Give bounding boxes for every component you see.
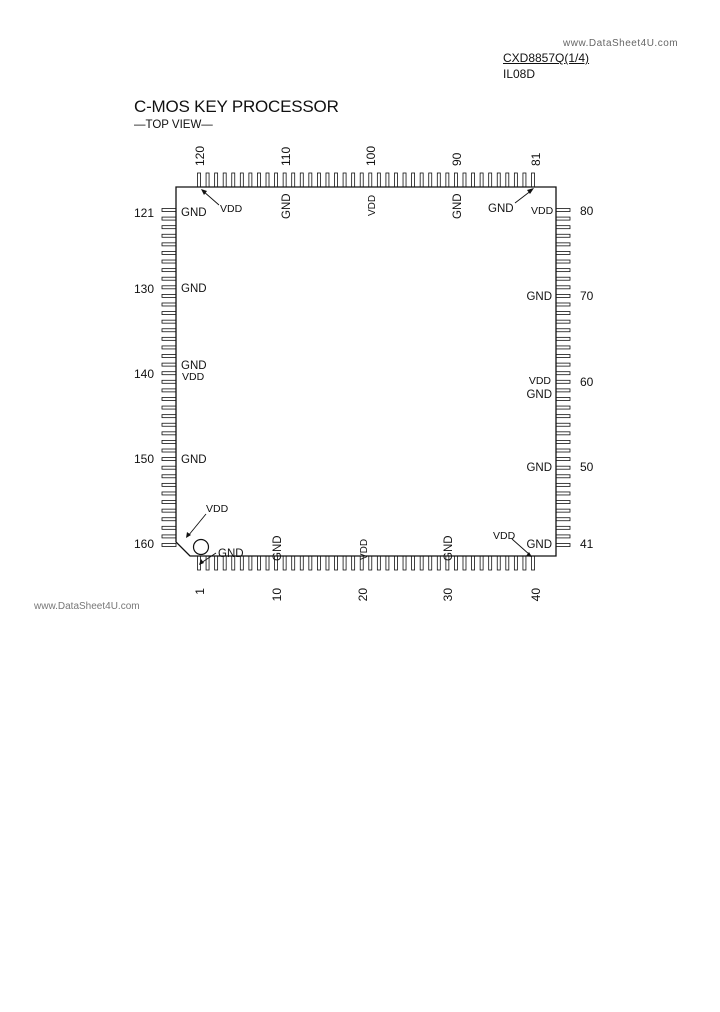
pin-lead-138 [162, 355, 176, 358]
pin-lead-51 [556, 458, 570, 461]
pin-lead-25 [403, 556, 406, 570]
pin-number-20: 20 [356, 588, 370, 602]
pin-lead-122 [162, 217, 176, 220]
pin-number-100: 100 [364, 145, 378, 166]
pin-lead-130 [162, 286, 176, 289]
pin-lead-44 [556, 518, 570, 521]
pin-number-150: 150 [133, 452, 154, 466]
pin-lead-158 [162, 526, 176, 529]
pin-number-120: 120 [193, 145, 207, 166]
pin-lead-60 [556, 380, 570, 383]
pin-number-70: 70 [580, 289, 594, 303]
pin-lead-97 [394, 173, 397, 187]
pin-lead-13 [300, 556, 303, 570]
pin-lead-149 [162, 449, 176, 452]
pin-lead-58 [556, 397, 570, 400]
pin-lead-43 [556, 526, 570, 529]
pin-lead-93 [429, 173, 432, 187]
pin-lead-120 [198, 173, 201, 187]
pin-lead-141 [162, 380, 176, 383]
pin-lead-150 [162, 458, 176, 461]
page-title: C-MOS KEY PROCESSOR [134, 97, 339, 116]
pin-lead-96 [403, 173, 406, 187]
pin-lead-110 [283, 173, 286, 187]
label-left-gnd-130: GND [181, 283, 207, 295]
label-right-vdd-corner: VDD [493, 530, 516, 542]
pin-lead-41 [556, 544, 570, 547]
pin-lead-111 [275, 173, 278, 187]
pin-lead-114 [249, 173, 252, 187]
pin-lead-57 [556, 406, 570, 409]
pin-lead-85 [497, 173, 500, 187]
pin-lead-87 [480, 173, 483, 187]
pin-lead-135 [162, 329, 176, 332]
pin-number-121: 121 [133, 206, 154, 220]
pin-lead-76 [556, 243, 570, 246]
pin-lead-112 [266, 173, 269, 187]
pin-lead-71 [556, 286, 570, 289]
pin-lead-7 [249, 556, 252, 570]
pin-lead-148 [162, 440, 176, 443]
pin-number-160: 160 [133, 537, 154, 551]
pin-lead-74 [556, 260, 570, 263]
package-code: IL08D [503, 67, 536, 81]
label-right-gnd-50: GND [526, 462, 552, 474]
pin-lead-63 [556, 355, 570, 358]
pin-lead-37 [506, 556, 509, 570]
pin-lead-40 [532, 556, 535, 570]
pin-lead-12 [292, 556, 295, 570]
pin-lead-47 [556, 492, 570, 495]
pin-lead-50 [556, 466, 570, 469]
pin-lead-69 [556, 303, 570, 306]
pin-lead-113 [257, 173, 260, 187]
view-subtitle: —TOP VIEW— [134, 119, 213, 131]
label-left-gnd-150: GND [181, 454, 207, 466]
pin-lead-137 [162, 346, 176, 349]
pin-number-80: 80 [580, 204, 594, 218]
pin-lead-151 [162, 466, 176, 469]
pin-lead-15 [317, 556, 320, 570]
pin-lead-128 [162, 269, 176, 272]
pin-lead-103 [343, 173, 346, 187]
label-left-vdd-corner: VDD [206, 503, 229, 515]
label-bottom-gnd-1: GND [218, 548, 244, 560]
pin-lead-22 [377, 556, 380, 570]
pin-lead-88 [472, 173, 475, 187]
pin-lead-121 [162, 209, 176, 212]
pin-lead-49 [556, 475, 570, 478]
pin-lead-35 [489, 556, 492, 570]
pin-lead-29 [437, 556, 440, 570]
pin-lead-81 [532, 173, 535, 187]
pin-lead-53 [556, 440, 570, 443]
pin-lead-54 [556, 432, 570, 435]
pin-lead-129 [162, 277, 176, 280]
label-right-gnd-59: GND [526, 389, 552, 401]
pin-number-130: 130 [133, 282, 154, 296]
pin-lead-153 [162, 483, 176, 486]
pin-lead-104 [335, 173, 338, 187]
pin-lead-92 [437, 173, 440, 187]
pin-lead-115 [240, 173, 243, 187]
pin-lead-26 [412, 556, 415, 570]
pin-lead-65 [556, 337, 570, 340]
pin-lead-124 [162, 234, 176, 237]
pin-lead-144 [162, 406, 176, 409]
pin-lead-152 [162, 475, 176, 478]
label-bottom-gnd-30: GND [443, 535, 455, 561]
pin-lead-140 [162, 372, 176, 375]
pin-lead-125 [162, 243, 176, 246]
pin-lead-116 [232, 173, 235, 187]
label-left-gnd-139: GND [181, 360, 207, 372]
watermark-top: www.DataSheet4U.com [563, 38, 679, 49]
part-number: CXD8857Q(1/4) [503, 51, 590, 65]
pin-lead-95 [412, 173, 415, 187]
label-left-vdd-140: VDD [182, 371, 205, 383]
label-right-gnd-70: GND [526, 291, 552, 303]
pin-lead-139 [162, 363, 176, 366]
pin-lead-72 [556, 277, 570, 280]
label-left-gnd-121: GND [181, 207, 207, 219]
pin-lead-89 [463, 173, 466, 187]
pin-number-10: 10 [270, 588, 284, 602]
label-top-gnd-1: GND [281, 193, 293, 219]
pin-lead-27 [420, 556, 423, 570]
pin-lead-61 [556, 372, 570, 375]
pin-lead-82 [523, 173, 526, 187]
pin-lead-145 [162, 415, 176, 418]
pin-lead-75 [556, 251, 570, 254]
pin-lead-117 [223, 173, 226, 187]
pin-lead-59 [556, 389, 570, 392]
pin-lead-23 [386, 556, 389, 570]
pin-lead-147 [162, 432, 176, 435]
pin-lead-34 [480, 556, 483, 570]
pin-lead-109 [292, 173, 295, 187]
pin-lead-159 [162, 535, 176, 538]
pin-lead-56 [556, 415, 570, 418]
pin-lead-17 [335, 556, 338, 570]
pin-lead-98 [386, 173, 389, 187]
pin-number-30: 30 [441, 588, 455, 602]
pin-lead-86 [489, 173, 492, 187]
label-right-gnd-41: GND [526, 539, 552, 551]
pin-lead-48 [556, 483, 570, 486]
pin-lead-105 [326, 173, 329, 187]
pin-lead-62 [556, 363, 570, 366]
pin-lead-118 [215, 173, 218, 187]
pin-lead-126 [162, 251, 176, 254]
pin-lead-64 [556, 346, 570, 349]
pin-lead-32 [463, 556, 466, 570]
pin-lead-67 [556, 320, 570, 323]
pin-lead-155 [162, 501, 176, 504]
pin-lead-52 [556, 449, 570, 452]
pin-lead-107 [309, 173, 312, 187]
pin-lead-70 [556, 294, 570, 297]
pin-lead-136 [162, 337, 176, 340]
pin-lead-102 [352, 173, 355, 187]
pin-lead-90 [454, 173, 457, 187]
pin-lead-36 [497, 556, 500, 570]
pin-lead-9 [266, 556, 269, 570]
pin-number-81: 81 [529, 152, 543, 166]
pin-lead-18 [343, 556, 346, 570]
pin-lead-28 [429, 556, 432, 570]
pin-lead-99 [377, 173, 380, 187]
pin-number-40: 40 [529, 588, 543, 602]
pin-lead-160 [162, 544, 176, 547]
label-top-vdd-2: VDD [367, 194, 378, 216]
pin-lead-83 [514, 173, 517, 187]
pin-lead-119 [206, 173, 209, 187]
pin-lead-127 [162, 260, 176, 263]
pin-lead-24 [394, 556, 397, 570]
pin-lead-134 [162, 320, 176, 323]
pin-lead-146 [162, 423, 176, 426]
pin-number-60: 60 [580, 375, 594, 389]
label-top-vdd-3: VDD [531, 205, 554, 217]
pin-lead-101 [360, 173, 363, 187]
pin-lead-78 [556, 226, 570, 229]
pin-number-140: 140 [133, 367, 154, 381]
pin-lead-123 [162, 226, 176, 229]
pin-lead-108 [300, 173, 303, 187]
pin-lead-68 [556, 312, 570, 315]
pin-lead-55 [556, 423, 570, 426]
pin-lead-38 [514, 556, 517, 570]
watermark-bottom: www.DataSheet4U.com [34, 601, 140, 612]
label-top-gnd-3: GND [488, 203, 514, 215]
pin-number-1: 1 [193, 588, 207, 595]
pin-lead-73 [556, 269, 570, 272]
pin-number-50: 50 [580, 460, 594, 474]
label-top-gnd-2: GND [452, 193, 464, 219]
pin-lead-132 [162, 303, 176, 306]
pin-lead-66 [556, 329, 570, 332]
pin-lead-39 [523, 556, 526, 570]
pin-lead-16 [326, 556, 329, 570]
chip-body [176, 187, 556, 556]
pin-lead-142 [162, 389, 176, 392]
pin-lead-156 [162, 509, 176, 512]
pin-lead-106 [317, 173, 320, 187]
pin-lead-133 [162, 312, 176, 315]
pin-lead-100 [369, 173, 372, 187]
label-bottom-vdd-20: VDD [359, 538, 370, 560]
pin-lead-94 [420, 173, 423, 187]
pin-lead-79 [556, 217, 570, 220]
pin-lead-157 [162, 518, 176, 521]
pin-lead-19 [352, 556, 355, 570]
pin-number-41: 41 [580, 537, 594, 551]
pin-lead-80 [556, 209, 570, 212]
pin-lead-131 [162, 294, 176, 297]
pin-lead-33 [472, 556, 475, 570]
pin-number-90: 90 [450, 152, 464, 166]
pin-lead-143 [162, 397, 176, 400]
pin-lead-154 [162, 492, 176, 495]
label-right-vdd-60: VDD [528, 375, 551, 387]
pin-lead-42 [556, 535, 570, 538]
pin-lead-84 [506, 173, 509, 187]
pin-lead-45 [556, 509, 570, 512]
pin-lead-91 [446, 173, 449, 187]
pin-lead-8 [257, 556, 260, 570]
label-bottom-gnd-10: GND [272, 535, 284, 561]
label-top-vdd-1: VDD [220, 203, 243, 215]
pin-lead-77 [556, 234, 570, 237]
pin-lead-14 [309, 556, 312, 570]
pin-lead-46 [556, 501, 570, 504]
pin-number-110: 110 [279, 146, 293, 166]
